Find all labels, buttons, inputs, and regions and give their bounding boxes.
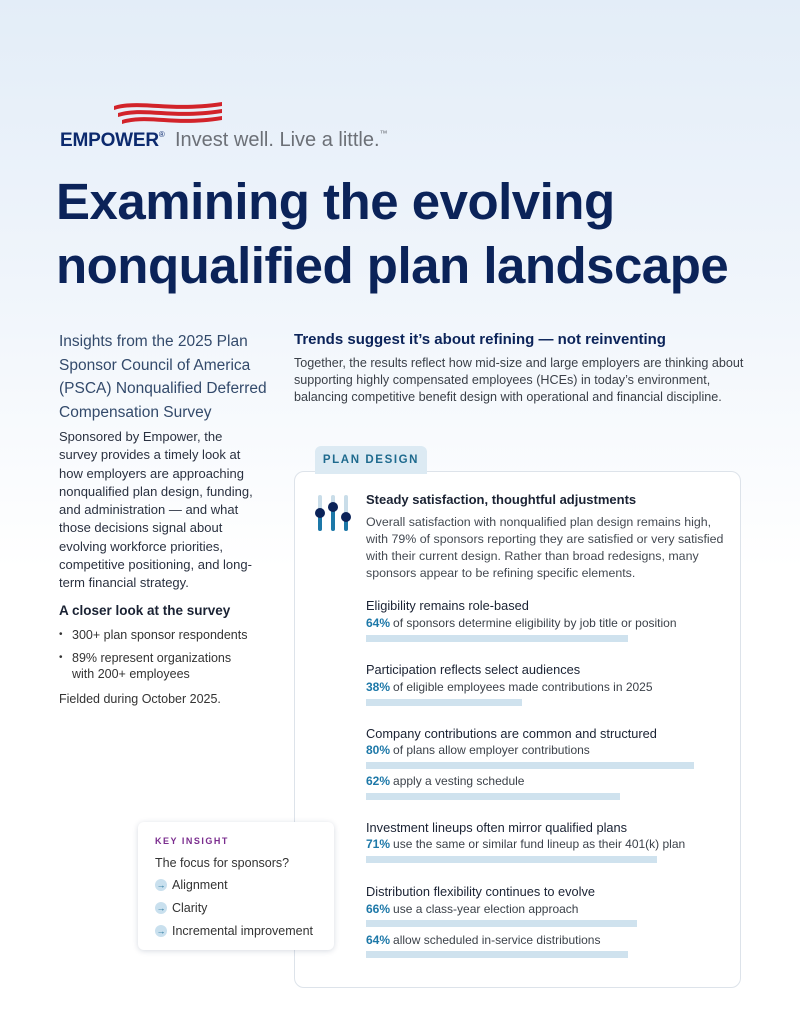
stat-heading-investment: Investment lineups often mirror qualified plans [366, 820, 628, 835]
intro-body: Sponsored by Empower, the survey provides a timely look at how employers are approaching nonqualified plan design, funding, and administration — and what those decisions signal about evolving workforce priorities, competitive positioning, and long-term financial strategy. [59, 429, 253, 591]
insight-item: → Alignment [156, 878, 228, 892]
brand-tagline: Invest well. Live a little.™ [175, 129, 388, 151]
stat-bar [366, 920, 637, 927]
key-insight-label: KEY INSIGHT [155, 836, 229, 846]
survey-bullets [59, 627, 279, 689]
stat-line: 80% of plans allow employer contributions [366, 743, 590, 757]
insight-item: → Clarity [156, 901, 208, 915]
stat-bar [366, 856, 657, 863]
plan-design-tab: PLAN DESIGN [315, 446, 427, 474]
flag-icon [110, 100, 226, 128]
stat-bar [366, 635, 628, 642]
stat-bar [366, 951, 628, 958]
plan-design-heading: Steady satisfaction, thoughtful adjustments [366, 492, 637, 507]
arrow-right-icon: → [156, 880, 166, 890]
stat-line: 66% use a class-year election approach [366, 902, 579, 916]
bullet-item: • 300+ plan sponsor respondents [59, 627, 279, 643]
closer-look-heading: A closer look at the survey [59, 603, 231, 618]
plan-design-body: Overall satisfaction with nonqualified plan design remains high, with 79% of sponsors reporting they are satisfied or very satisfied with their current design. Rather than broad redesigns, many sponsors appear to be refining specific elements. [366, 515, 724, 580]
insight-item: → Incremental improvement [156, 924, 314, 938]
trends-heading: Trends suggest it’s about refining — not reinventing [294, 331, 666, 348]
stat-line: 38% of eligible employees made contributions in 2025 [366, 680, 653, 694]
key-insight-question: The focus for sponsors? [155, 856, 290, 870]
stat-heading-participation: Participation reflects select audiences [366, 662, 581, 677]
empower-logo [60, 100, 420, 156]
stat-bar [366, 699, 522, 706]
stat-heading-eligibility: Eligibility remains role-based [366, 598, 529, 613]
stat-heading-distribution: Distribution flexibility continues to evolve [366, 884, 596, 899]
stat-line: 64% allow scheduled in-service distributions [366, 933, 601, 947]
arrow-right-icon: → [156, 926, 166, 936]
stat-line: 64% of sponsors determine eligibility by job title or position [366, 616, 677, 630]
stat-bar [366, 793, 620, 800]
brand-name: EMPOWER® [60, 130, 165, 151]
stat-bar [366, 762, 694, 769]
bullet-item: • 89% represent organizations with 200+ employees [59, 650, 239, 682]
stat-heading-contributions: Company contributions are common and structured [366, 726, 657, 741]
stat-line: 71% use the same or similar fund lineup as their 401(k) plan [366, 837, 686, 851]
arrow-right-icon: → [156, 903, 166, 913]
page-title: Examining the evolving nonqualified plan landscape [56, 173, 729, 294]
intro-heading: Insights from the 2025 Plan Sponsor Council of America (PSCA) Nonqualified Deferred Compensation Survey [59, 333, 267, 421]
fielded-note: Fielded during October 2025. [59, 692, 221, 706]
stat-line: 62% apply a vesting schedule [366, 774, 525, 788]
trends-body: Together, the results reflect how mid-size and large employers are thinking about supporting highly compensated employees (HCEs) in today’s environment, balancing competitive benefit design with operational and financial discipline. [294, 356, 744, 404]
sliders-icon [314, 493, 354, 533]
